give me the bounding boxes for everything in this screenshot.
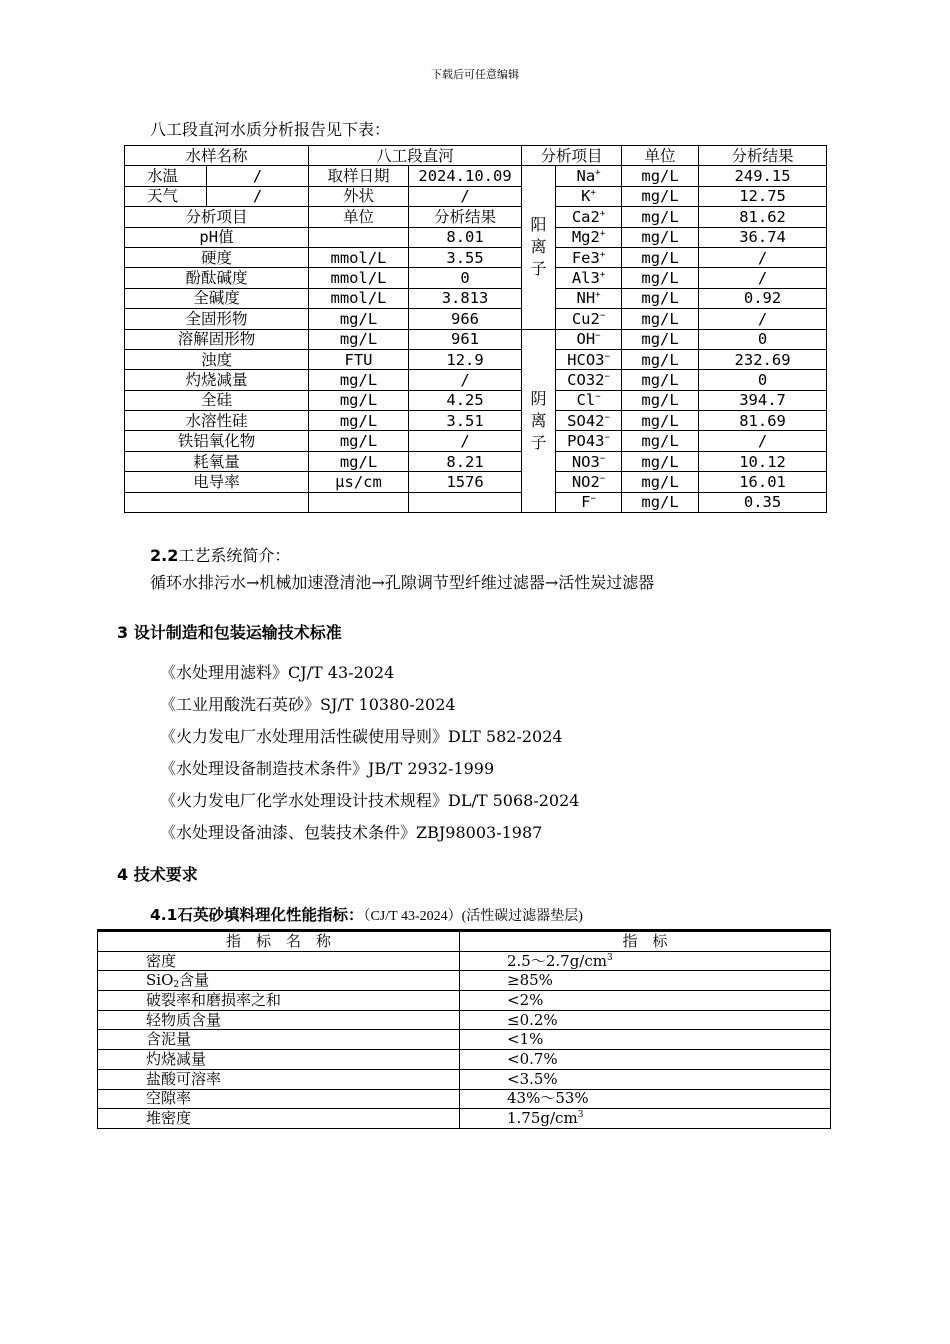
ion-name: Fe3	[571, 248, 600, 267]
item-header: 分析项目	[125, 207, 309, 227]
sample-name-value: 八工段直河	[309, 146, 522, 166]
weather-label: 天气	[125, 186, 207, 206]
charge-superscript: −	[604, 351, 610, 362]
spec-value-text: 1.75g/cm	[507, 1109, 578, 1128]
unit-cell: μs/cm	[309, 472, 409, 492]
result-cell: 12.75	[699, 186, 827, 206]
table-row	[98, 1030, 831, 1050]
anion-cell	[556, 370, 622, 390]
unit-cell: mg/L	[622, 411, 699, 431]
page-header: 下载后可任意编辑	[431, 68, 519, 81]
ion-name: Na	[576, 167, 596, 186]
result-cell: 36.74	[699, 227, 827, 247]
unit-cell: mg/L	[309, 309, 409, 329]
spec-value	[460, 1089, 831, 1109]
unit-cell: mg/L	[622, 472, 699, 492]
item-name: 电导率	[125, 472, 309, 492]
spec-value	[460, 1050, 831, 1070]
ion-name: NO2	[571, 472, 600, 491]
item-name: 硬度	[125, 247, 309, 267]
spec-name	[98, 991, 460, 1011]
unit-cell: mg/L	[622, 492, 699, 512]
unit-cell	[309, 492, 409, 512]
anion-cell	[556, 451, 622, 471]
section-title: 工艺系统简介：	[178, 546, 291, 565]
cation-cell	[556, 288, 622, 308]
unit-cell: mg/L	[622, 349, 699, 369]
spec-value	[460, 1109, 831, 1129]
table-row	[98, 991, 831, 1011]
table-row	[125, 431, 827, 451]
charge-superscript: −	[604, 433, 610, 444]
anion-cell	[556, 390, 622, 410]
table-row	[98, 951, 831, 971]
table-row	[125, 186, 827, 206]
ion-name: Al3	[571, 269, 600, 288]
intro-text: 八工段直河水质分析报告见下表：	[150, 120, 391, 139]
item-header: 分析项目	[522, 146, 622, 166]
header-name: 指 标 名 称	[98, 931, 460, 952]
charge-superscript: −	[599, 473, 606, 484]
result-cell: 0.92	[699, 288, 827, 308]
anion-cell	[556, 492, 622, 512]
result-cell: 8.01	[409, 227, 522, 247]
result-cell: 1576	[409, 472, 522, 492]
result-header: 分析结果	[409, 207, 522, 227]
anion-group-label: 阴离子	[522, 329, 556, 513]
charge-superscript: +	[590, 188, 596, 199]
section-number: 2.2	[150, 546, 179, 565]
unit-cell: mmol/L	[309, 247, 409, 267]
spec-value-text: <0.7%	[507, 1049, 558, 1068]
result-cell: 0	[699, 370, 827, 390]
spec-value	[460, 1069, 831, 1089]
charge-superscript: +	[595, 290, 601, 301]
table-row	[125, 390, 827, 410]
unit-cell: mg/L	[622, 288, 699, 308]
result-cell: 81.62	[699, 207, 827, 227]
spec-name-text: 破裂率和磨损率之和	[146, 990, 282, 1009]
ion-name: F	[581, 493, 591, 512]
charge-superscript: −	[599, 310, 606, 321]
spec-value-text: ≤0.2%	[507, 1010, 558, 1029]
charge-superscript: +	[599, 229, 606, 240]
result-cell: 16.01	[699, 472, 827, 492]
spec-name-text: SiO	[146, 971, 174, 990]
spec-name	[98, 1109, 460, 1129]
unit-cell: mg/L	[622, 166, 699, 186]
item-name: pH值	[125, 227, 309, 247]
superscript: 3	[607, 952, 613, 963]
ion-name: NH	[576, 289, 596, 308]
result-cell: 249.15	[699, 166, 827, 186]
unit-cell: mg/L	[622, 268, 699, 288]
item-name: 浊度	[125, 349, 309, 369]
subscript: 2	[173, 980, 180, 991]
spec-name	[98, 1030, 460, 1050]
result-header: 分析结果	[699, 146, 827, 166]
result-cell: 3.55	[409, 247, 522, 267]
item-name	[125, 492, 309, 512]
anion-cell	[556, 431, 622, 451]
spec-value-text: <3.5%	[507, 1069, 558, 1088]
spec-name	[98, 971, 460, 991]
sample-name-label: 水样名称	[125, 146, 309, 166]
table-row	[125, 472, 827, 492]
unit-cell: mg/L	[622, 227, 699, 247]
item-name: 水溶性硅	[125, 411, 309, 431]
table-row	[125, 411, 827, 431]
table-row	[125, 451, 827, 471]
charge-superscript: +	[599, 249, 606, 260]
table-row	[125, 227, 827, 247]
result-cell: /	[699, 309, 827, 329]
table-row	[125, 146, 827, 166]
table-row	[98, 1089, 831, 1109]
cation-cell	[556, 309, 622, 329]
spec-value-text: 43%～53%	[507, 1089, 589, 1108]
cation-cell	[556, 227, 622, 247]
spec-name	[98, 1069, 460, 1089]
item-name: 灼烧减量	[125, 370, 309, 390]
table-row	[125, 207, 827, 227]
appearance-value: /	[409, 186, 522, 206]
ion-name: SO42	[567, 411, 605, 430]
anion-cell	[556, 329, 622, 349]
ion-name: K	[581, 187, 591, 206]
cation-cell	[556, 268, 622, 288]
section-4-1	[150, 903, 583, 925]
result-cell	[409, 492, 522, 512]
cation-cell	[556, 186, 622, 206]
spec-value	[460, 1030, 831, 1050]
result-cell: 394.7	[699, 390, 827, 410]
spec-value	[460, 951, 831, 971]
unit-cell: mg/L	[309, 390, 409, 410]
result-cell: /	[699, 431, 827, 451]
table-header-row	[98, 931, 831, 952]
unit-header: 单位	[622, 146, 699, 166]
weather-value: /	[207, 186, 309, 206]
spec-value	[460, 971, 831, 991]
item-name: 铁铝氧化物	[125, 431, 309, 451]
spec-name-text: 空隙率	[146, 1089, 192, 1108]
section-2-2	[150, 543, 290, 566]
result-cell: 0	[699, 329, 827, 349]
spec-name-text: 盐酸可溶率	[146, 1069, 222, 1088]
section-note: （CJ/T 43-2024）(活性碳过滤器垫层)	[363, 909, 583, 924]
charge-superscript: +	[595, 168, 601, 179]
standard-item: 《火力发电厂水处理用活性碳使用导则》DLT 582-2024	[160, 727, 563, 746]
spec-name	[98, 951, 460, 971]
result-cell: 0	[409, 268, 522, 288]
spec-value-text: 2.5～2.7g/cm	[507, 951, 607, 970]
result-cell: 12.9	[409, 349, 522, 369]
unit-cell: mg/L	[309, 329, 409, 349]
standard-item: 《工业用酸洗石英砂》SJ/T 10380-2024	[160, 695, 456, 714]
ion-name: OH	[576, 330, 596, 349]
result-cell: 232.69	[699, 349, 827, 369]
cation-cell	[556, 207, 622, 227]
spec-name	[98, 1050, 460, 1070]
result-cell: 4.25	[409, 390, 522, 410]
unit-cell: mg/L	[309, 451, 409, 471]
anion-cell	[556, 349, 622, 369]
section-title: 4.1石英砂填料理化性能指标：	[150, 906, 364, 924]
anion-cell	[556, 411, 622, 431]
temp-value: /	[207, 166, 309, 186]
ion-name: Cl	[576, 391, 596, 410]
item-name: 全固形物	[125, 309, 309, 329]
spec-value-text: <2%	[507, 990, 544, 1009]
result-cell: /	[409, 431, 522, 451]
result-cell: 10.12	[699, 451, 827, 471]
charge-superscript: −	[604, 412, 610, 423]
unit-cell: mg/L	[309, 370, 409, 390]
table-row	[125, 309, 827, 329]
item-name: 全碱度	[125, 288, 309, 308]
table-row	[98, 971, 831, 991]
result-cell: 961	[409, 329, 522, 349]
date-value: 2024.10.09	[409, 166, 522, 186]
cation-cell	[556, 247, 622, 267]
result-cell: 81.69	[699, 411, 827, 431]
result-cell: /	[699, 247, 827, 267]
table-row	[98, 1050, 831, 1070]
spec-name-text: 密度	[146, 951, 177, 970]
unit-header: 单位	[309, 207, 409, 227]
quartz-sand-spec-table	[97, 929, 831, 1129]
unit-cell	[309, 227, 409, 247]
spec-value	[460, 1010, 831, 1030]
spec-name-text: 含量	[179, 971, 210, 990]
spec-name-text: 堆密度	[146, 1109, 192, 1128]
item-name: 酚酞碱度	[125, 268, 309, 288]
spec-value-text: <1%	[507, 1030, 544, 1049]
section-3-heading: 3 设计制造和包装运输技术标准	[117, 623, 342, 642]
temp-label: 水温	[125, 166, 207, 186]
process-flow: 循环水排污水→机械加速澄清池→孔隙调节型纤维过滤器→活性炭过滤器	[150, 573, 655, 592]
table-row	[125, 349, 827, 369]
table-row	[125, 492, 827, 512]
charge-superscript: −	[595, 392, 601, 403]
anion-cell	[556, 472, 622, 492]
result-cell: 8.21	[409, 451, 522, 471]
ion-name: Mg2	[571, 228, 600, 247]
table-row	[125, 329, 827, 349]
ion-name: Ca2	[571, 207, 600, 226]
table-row	[98, 1069, 831, 1089]
result-cell: 3.813	[409, 288, 522, 308]
table-row	[125, 166, 827, 186]
spec-name-text: 轻物质含量	[146, 1010, 222, 1029]
item-name: 全硅	[125, 390, 309, 410]
unit-cell: mg/L	[309, 431, 409, 451]
standard-item: 《火力发电厂化学水处理设计技术规程》DL/T 5068-2024	[160, 791, 580, 810]
item-name: 溶解固形物	[125, 329, 309, 349]
header-value: 指 标	[460, 931, 831, 952]
result-cell: /	[699, 268, 827, 288]
table-row	[125, 370, 827, 390]
unit-cell: mmol/L	[309, 268, 409, 288]
result-cell: 0.35	[699, 492, 827, 512]
unit-cell: mg/L	[622, 390, 699, 410]
charge-superscript: +	[599, 270, 606, 281]
unit-cell: mg/L	[622, 207, 699, 227]
ion-name: PO43	[567, 432, 605, 451]
section-4-heading: 4 技术要求	[117, 865, 198, 884]
appearance-label: 外状	[309, 186, 409, 206]
cation-cell	[556, 166, 622, 186]
result-cell: 966	[409, 309, 522, 329]
unit-cell: mg/L	[622, 247, 699, 267]
charge-superscript: −	[590, 494, 596, 505]
unit-cell: mg/L	[622, 451, 699, 471]
water-analysis-table	[124, 145, 827, 513]
unit-cell: mg/L	[309, 411, 409, 431]
charge-superscript: −	[595, 331, 601, 342]
item-name: 耗氧量	[125, 451, 309, 471]
ion-name: NO3	[571, 452, 600, 471]
unit-cell: FTU	[309, 349, 409, 369]
charge-superscript: +	[599, 208, 606, 219]
table-row	[98, 1109, 831, 1129]
ion-name: Cu2	[571, 309, 600, 328]
superscript: 3	[577, 1110, 584, 1121]
spec-name	[98, 1010, 460, 1030]
unit-cell: mmol/L	[309, 288, 409, 308]
spec-value-text: ≥85%	[507, 971, 553, 990]
unit-cell: mg/L	[622, 309, 699, 329]
unit-cell: mg/L	[622, 370, 699, 390]
date-label: 取样日期	[309, 166, 409, 186]
table-row	[125, 247, 827, 267]
unit-cell: mg/L	[622, 186, 699, 206]
spec-name	[98, 1089, 460, 1109]
spec-name-text: 灼烧减量	[146, 1049, 207, 1068]
standard-item: 《水处理用滤料》CJ/T 43-2024	[160, 663, 395, 682]
unit-cell: mg/L	[622, 431, 699, 451]
standard-item: 《水处理设备油漆、包装技术条件》ZBJ98003-1987	[160, 823, 543, 842]
unit-cell: mg/L	[622, 329, 699, 349]
cation-group-label: 阳离子	[522, 166, 556, 329]
charge-superscript: −	[604, 371, 610, 382]
table-row	[125, 268, 827, 288]
ion-name: HCO3	[567, 350, 605, 369]
table-row	[125, 288, 827, 308]
charge-superscript: −	[599, 453, 606, 464]
result-cell: /	[409, 370, 522, 390]
table-row	[98, 1010, 831, 1030]
result-cell: 3.51	[409, 411, 522, 431]
ion-name: CO32	[567, 370, 605, 389]
standard-item: 《水处理设备制造技术条件》JB/T 2932-1999	[160, 759, 495, 778]
spec-name-text: 含泥量	[146, 1030, 192, 1049]
spec-value	[460, 991, 831, 1011]
